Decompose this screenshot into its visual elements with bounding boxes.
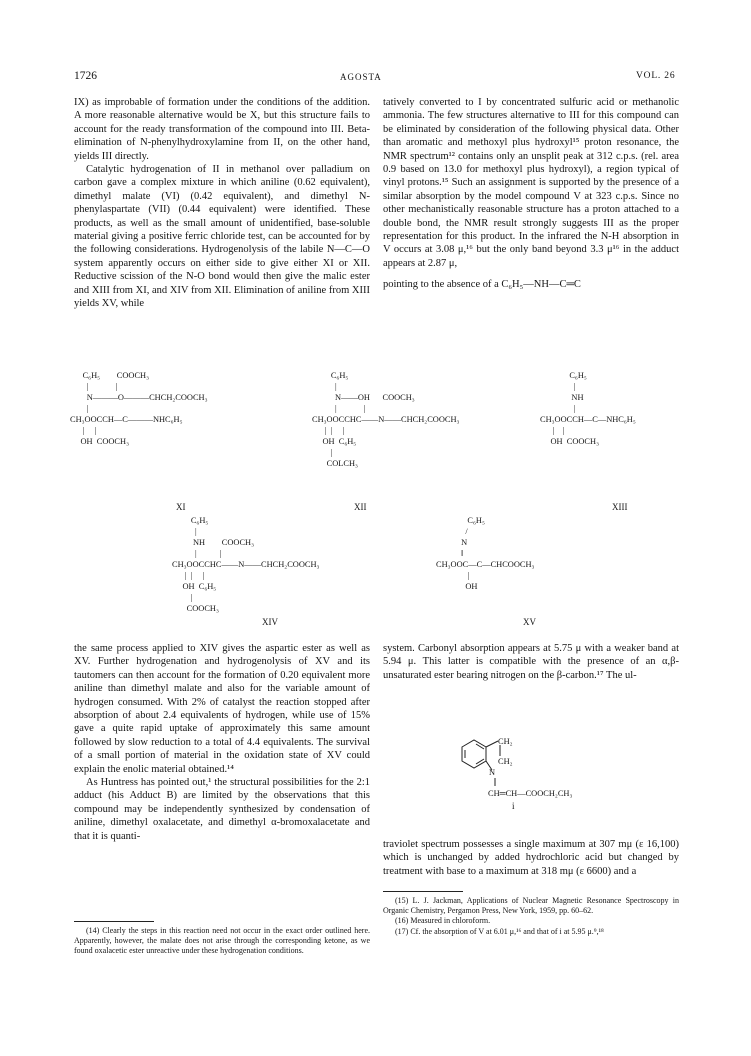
footnote: (16) Measured in chloroform.: [395, 916, 491, 926]
structure-label-XII: XII: [354, 502, 367, 512]
footnote: (14) Clearly the steps in this reaction need not occur in the exact order outlined here. Apparently, however, the malate does not arise through the corresponding ketone, as we found oxalacetic ester unreactive under these hydrogenation conditions.: [74, 926, 370, 956]
page-number: 1726: [74, 70, 97, 82]
paragraph: system. Carbonyl absorption appears at 5.75 μ with a weaker band at 5.94 μ. This latter is compatible with the presence of an α,β-unsaturated ester bearing nitrogen on the β-carbon.¹⁷ The ul-: [383, 643, 679, 681]
ring-bond: [486, 741, 498, 747]
structure-label-XIV: XIV: [262, 617, 278, 627]
paragraph: tatively converted to I by concentrated sulfuric acid or methanolic ammonia. The few structures alternative to III for this compound can be eliminated by consideration of the following physical data. Other than aromatic and methoxyl plus hydroxyl¹⁵ proton resonance, the NMR spectrum¹² contains only an unsplit peak at 312 c.p.s. (rel. area 0.9 based on 13.0 for methoxyl plus hydroxyl), a region typical of vinyl protons.¹⁵ Such an assignment is supported by the presence of a similar absorption by the model compound V at 323 c.p.s. Since no other mechanistically reasonable structure has a proton attached to a double bond, the NMR result strongly suggests III as the proper representation for this product. In the infrared the N-H absorption in V occurs at 3.08 μ,¹⁶ but the only band beyond 3.3 μ¹⁶ in the adduct appears at 2.87 μ,: [383, 97, 679, 269]
right-column-bottom-b: [383, 838, 679, 878]
paragraph: traviolet spectrum possesses a single maximum at 307 mμ (ε 16,100) which is unchanged by added hydrochloric acid but changed by treatment with base to a maximum at 318 mμ (ε 6600) and a: [383, 839, 679, 877]
structure-XI: C₆H₅ COOCH₃ | | N———O———CHCH₂COOCH₃ | CH₃OOCCH—C———NHC₆H₅ | | OH COOCH₃: [70, 371, 208, 446]
compound-label-i: i: [512, 801, 515, 811]
footnotes-right: [383, 896, 679, 937]
structure-XIII: C₆H₅ | NH | CH₃OOCCH—C—NHC₆H₅ | | OH COOCH₃: [540, 371, 636, 446]
paragraph: Catalytic hydrogenation of II in methanol over palladium on carbon gave a complex mixture in which aniline (0.62 equivalent), dimethyl malate (VI) (0.42 equivalent), and dimethyl N-phenylaspartate (VII) (0.44 equivalent) were identified. These products, as well as the small amount of unidentified, base-soluble material giving a positive ferric chloride test, can be accounted for by the following considerations. Hydrogenolysis of the labile N—C—O system apparently occurs on either side to give either XI or XII. Reductive scission of the N-O bond would then give the malic ester and XIII from XI, and XIV from XII. Elimination of aniline from XIII yields XV, while: [74, 164, 370, 310]
paragraph: the same process applied to XIV gives the aspartic ester as well as XV. Further hydrogenation and hydrogenolysis of XV and its tautomers can then account for the formation of 0.20 equivalent more aniline than dimethyl malate and also for the variable amount of hydrogen consumed. With 2% of catalyst the reaction stopped after absorption of about 2.4 equivalents of hydrogen, while use of 15% gave a quite rapid uptake of approximately this same amount followed by slow reduction to a total of 4.4 equivalents. The survival of a small portion of material in the oxidation state of XV could explain the enolic material obtained.¹⁴: [74, 643, 370, 775]
paragraph: IX) as improbable of formation under the conditions of the addition. A more reasonable alternative would be X, but this structure fails to account for the ready transformation of the compound into III. Beta-elimination of N-phenylhydroxylamine from II, on the other hand, yields III directly.: [74, 97, 370, 162]
structure-XII: C₆H₅ | N——OH COOCH₃ | | CH₃OOCCHC——N——CHCH₂COOCH₃ | | | OH C₆H₅ | COLCH₃: [312, 371, 460, 468]
footnotes-left: [74, 926, 370, 957]
structure-label-XI: XI: [176, 502, 186, 512]
structure-XV: C₆H₅ / N ‖ CH₃OOC—C—CHCOOCH₃ | OH: [436, 516, 535, 591]
footnote-rule-right: [383, 891, 463, 892]
running-head-author: AGOSTA: [340, 72, 382, 82]
structure-label-XIII: XIII: [612, 502, 628, 512]
structure-label-XV: XV: [523, 617, 536, 627]
benzene-ring: [462, 740, 486, 768]
compound-i-nitrogen: N: [489, 768, 496, 777]
structure-XIV: C₆H₅ | NH COOCH₃ | | CH₃OOCCHC——N——CHCH₂COOCH₃ | | | OH C₆H₅ | COOCH₃: [172, 516, 320, 613]
footnote: (15) L. J. Jackman, Applications of Nuclear Magnetic Resonance Spectroscopy in Organic Chemistry, Pergamon Press, New York, 1959, pp. 60–62.: [383, 896, 679, 916]
footnote-rule-left: [74, 921, 154, 922]
paragraph: pointing to the absence of a C₆H₅—NH—C═C: [383, 279, 581, 291]
compound-i-ch2-bottom: CH₂: [498, 757, 513, 766]
compound-i-chain: CH═CH—COOCH₂CH₃: [488, 789, 573, 798]
footnote: (17) Cf. the absorption of V at 6.01 μ,¹⁶ and that of i at 5.95 μ.⁹,¹⁸: [395, 926, 604, 936]
compound-i-ch2-top: CH₂: [498, 737, 513, 746]
paragraph: As Huntress has pointed out,¹ the structural possibilities for the 2:1 adduct (his Adduct B) are limited by the observations that this compound may be independently synthesized by condensation of aniline, dimethyl oxalacetate, and dimethyl α-bromoxalacetate and that it is quanti-: [74, 777, 370, 842]
running-head-volume: VOL. 26: [636, 71, 676, 81]
